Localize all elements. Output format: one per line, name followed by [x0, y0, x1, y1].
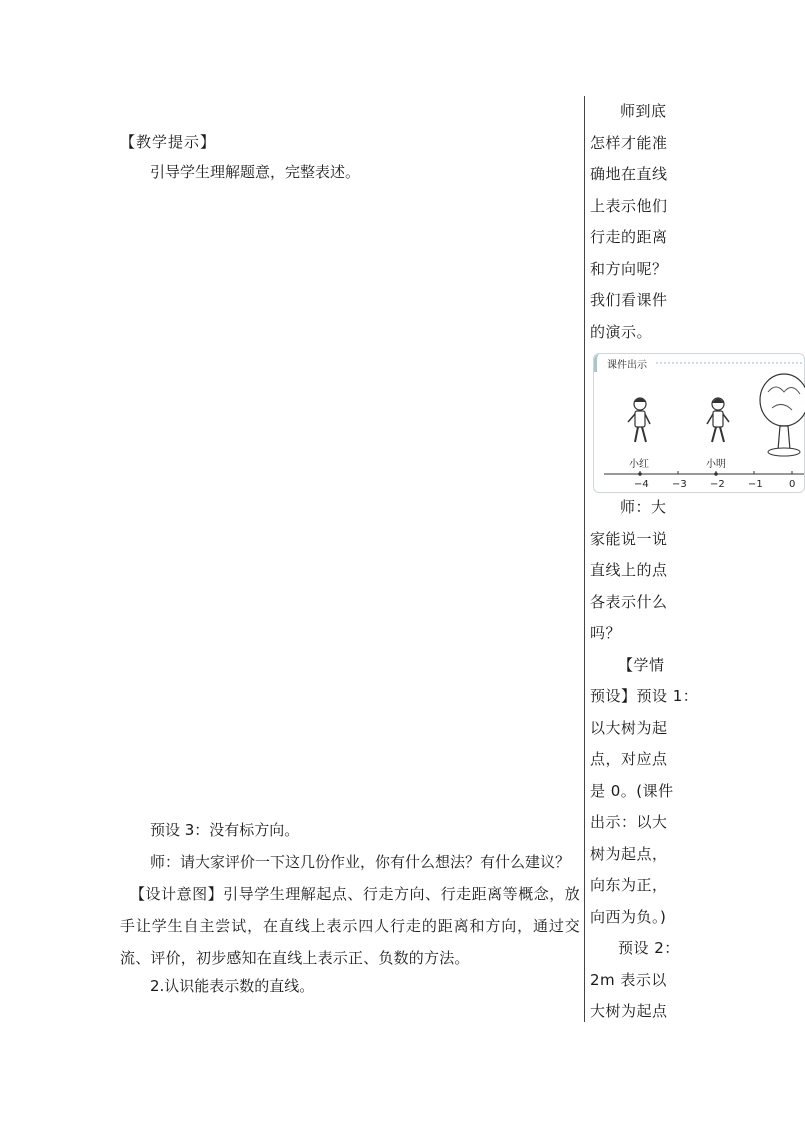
name-label-xiaohong: 小红: [629, 459, 649, 470]
teaching-tips-text: 引导学生理解题意，完整表述。: [150, 163, 361, 181]
teacher-prompt-text: 师：请大家评价一下这几份作业，你有什么想法？有什么建议？: [150, 853, 571, 871]
right-line: 预设 2：: [618, 939, 680, 957]
right-line: 预设】预设 1：: [590, 687, 699, 705]
right-column-top: [590, 96, 678, 348]
right-line: 师到底: [620, 102, 667, 120]
right-line: 树为起点，: [590, 844, 668, 863]
right-line: 的演示。: [590, 322, 653, 341]
right-line: 怎样才能准: [590, 133, 668, 152]
right-line: 是 0。(课件: [590, 781, 674, 800]
boy-figure-icon: [707, 398, 729, 442]
girl-figure-icon: [628, 398, 650, 442]
right-line: 以大树为起: [590, 718, 668, 737]
tick-label: −3: [672, 479, 687, 490]
right-line: 点，对应点: [590, 750, 668, 768]
right-line: 【学情: [618, 655, 665, 674]
right-line: 行走的距离: [590, 228, 668, 246]
right-line: 和方向呢？: [590, 259, 668, 278]
point-marker: [638, 472, 642, 476]
right-line: 出示：以大: [590, 813, 668, 831]
right-line: 2m 表示以: [590, 970, 667, 989]
tick-label: −4: [634, 479, 649, 490]
right-line: 向西为负。): [590, 907, 667, 926]
right-line: 向东为正，: [590, 876, 668, 894]
section-2-heading: 2.认识能表示数的直线。: [150, 977, 315, 995]
right-line: 我们看课件: [590, 291, 668, 309]
courseware-panel: [593, 353, 805, 493]
courseware-illustration: [594, 354, 804, 492]
right-line: 各表示什么: [590, 592, 668, 611]
right-line: 确地在直线: [590, 165, 668, 183]
tick-label: 0: [789, 479, 796, 490]
right-line: 上表示他们: [590, 196, 668, 215]
column-divider: [584, 96, 585, 1022]
preset-3-text: 预设 3：没有标方向。: [150, 821, 300, 839]
right-line: 吗？: [590, 624, 622, 642]
courseware-title: 课件出示: [604, 356, 650, 371]
tick-label: −1: [748, 479, 763, 490]
point-marker: [714, 472, 718, 476]
right-line: 师：大: [620, 498, 667, 516]
name-label-xiaoming: 小明: [706, 459, 726, 470]
right-line: 家能说一说: [590, 529, 668, 548]
tree-icon: [760, 374, 805, 456]
right-column-bottom: [590, 492, 699, 1028]
tick-label: −2: [710, 479, 725, 490]
teaching-tips-heading: 【教学提示】: [120, 133, 217, 151]
right-line: 大树为起点: [590, 1002, 668, 1020]
right-line: 直线上的点: [590, 561, 668, 579]
design-intent-paragraph: 【设计意图】引导学生理解起点、行走方向、行走距离等概念，放手让学生自主尝试，在直线上表示四人行走的距离和方向，通过交流、评价，初步感知在直线上表示正、负数的方法。: [120, 885, 580, 967]
